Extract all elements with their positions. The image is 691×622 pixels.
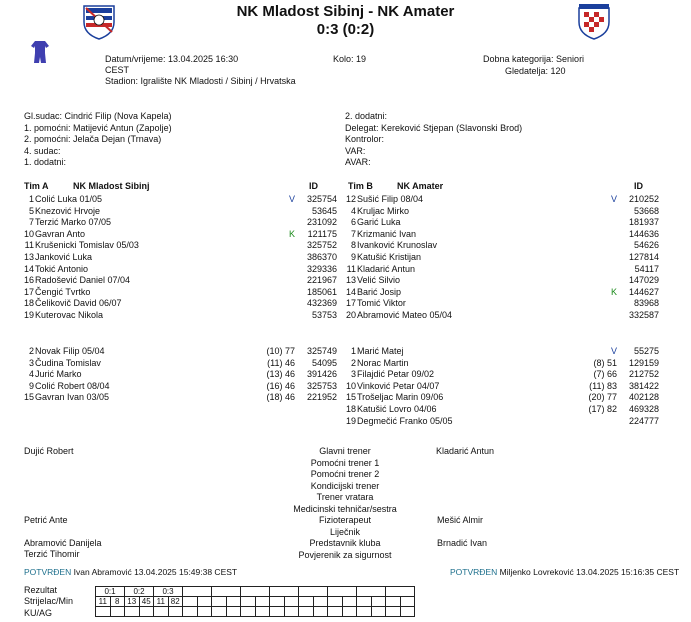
player-id: 127814	[628, 252, 659, 262]
player-sub-info: (16) 46	[266, 380, 295, 391]
player-id: 53753	[311, 310, 337, 320]
empty-cell	[342, 607, 357, 617]
empty-cell	[197, 607, 212, 617]
team-b-name: NK Amater	[397, 181, 444, 191]
empty-cell	[386, 597, 401, 607]
staff-role: Kondicijski trener	[310, 480, 380, 491]
player-id: 54626	[633, 240, 659, 251]
player-id: 329336	[306, 263, 337, 274]
player-sub-info: (20) 77	[588, 392, 617, 403]
empty-cell	[125, 607, 140, 617]
player-id: 325753	[306, 380, 337, 391]
player-sub-info: V	[610, 346, 617, 356]
player-name: Katušić Kristijan	[357, 252, 422, 262]
player-number: 13	[23, 252, 34, 262]
scorer-cell: 82	[168, 597, 183, 607]
player-name: Abramović Mateo 05/04	[357, 310, 453, 320]
grid-label-scorer: Strijelac/Min	[24, 596, 74, 606]
player-name: Janković Luka	[35, 252, 93, 262]
player-number: 17	[345, 298, 356, 309]
player-sub-info: (8) 51	[593, 357, 617, 368]
confirm-right-text: Miljenko Lovreković 13.04.2025 15:16:35 CEST	[499, 567, 680, 577]
staff-role: Pomoćni trener 2	[310, 469, 380, 479]
player-name: Novak Filip 05/04	[35, 346, 105, 356]
player-number: 2	[350, 357, 356, 368]
player-sub-info: (11) 83	[589, 380, 617, 391]
staff-role: Povjerenik za sigurnost	[298, 549, 392, 560]
team-b-label: Tim B	[348, 181, 373, 191]
staff-role: Predstavnik kluba	[309, 538, 381, 548]
player-name: Radošević Daniel 07/04	[35, 275, 131, 286]
match-score: 0:3 (0:2)	[316, 21, 375, 38]
empty-cell	[241, 607, 256, 617]
empty-cell	[284, 597, 299, 607]
player-name: Tokić Antonio	[35, 263, 89, 274]
player-name: Krušenicki Tomislav 05/03	[35, 240, 139, 251]
team-kit-icon	[30, 40, 50, 64]
empty-cell	[357, 597, 372, 607]
player-number: 1	[350, 346, 356, 356]
player-id: 231092	[306, 217, 337, 228]
player-number: 11	[346, 263, 356, 274]
team-a-physio: Petrić Ante	[24, 515, 68, 525]
player-number: 9	[28, 380, 34, 391]
team-a-id-header: ID	[309, 181, 318, 191]
empty-cell	[357, 587, 386, 597]
player-id: 147029	[628, 275, 659, 286]
empty-cell	[371, 607, 386, 617]
player-name: Kruljac Mirko	[357, 205, 410, 216]
official-line: Kontrolor:	[345, 134, 385, 144]
player-name: Terzić Marko 07/05	[35, 217, 112, 228]
player-id: 325752	[306, 240, 337, 251]
team-a-name: NK Mladost Sibinj	[73, 181, 150, 191]
player-name: Norac Martin	[357, 357, 409, 368]
result-cell: 0:1	[96, 587, 125, 597]
player-number: 4	[350, 205, 356, 216]
player-id: 181937	[628, 217, 659, 228]
team-b-id-header: ID	[634, 181, 643, 191]
empty-cell	[299, 587, 328, 597]
player-id: 144636	[628, 228, 659, 239]
staff-role: Fizioterapeut	[318, 515, 372, 525]
player-number: 14	[23, 263, 34, 274]
match-timezone: CEST	[105, 65, 130, 75]
player-number: 7	[28, 217, 34, 228]
grid-row	[96, 607, 415, 617]
player-number: 13	[345, 275, 356, 286]
official-line: 1. pomoćni: Matijević Antun (Zapolje)	[24, 122, 172, 133]
player-number: 19	[345, 415, 356, 426]
player-id: 185061	[306, 286, 337, 297]
player-number: 6	[350, 217, 356, 228]
match-title: NK Mladost Sibinj - NK Amater	[236, 3, 455, 20]
official-line: Gl.sudac: Cindrić Filip (Nova Kapela)	[24, 111, 172, 121]
player-number: 4	[28, 369, 34, 380]
empty-cell	[328, 597, 343, 607]
player-id: 391426	[306, 369, 337, 380]
player-id: 212752	[628, 369, 659, 380]
empty-cell	[255, 607, 270, 617]
player-id: 325754	[306, 194, 337, 204]
player-number: 15	[345, 392, 356, 403]
empty-cell	[386, 587, 415, 597]
player-number: 14	[345, 286, 356, 297]
player-name: Kuterovac Nikola	[35, 310, 104, 320]
player-id: 53645	[311, 205, 337, 216]
official-line: VAR:	[345, 145, 366, 156]
player-name: Velić Silvio	[357, 275, 401, 286]
empty-cell	[226, 597, 241, 607]
empty-cell	[270, 597, 285, 607]
player-number: 1	[28, 194, 34, 204]
player-sub-info: (18) 46	[266, 392, 295, 403]
empty-cell	[270, 607, 285, 617]
empty-cell	[226, 607, 241, 617]
empty-cell	[241, 587, 270, 597]
player-number: 11	[24, 240, 34, 251]
player-name: Knezović Hrvoje	[35, 205, 101, 216]
empty-cell	[400, 597, 415, 607]
player-number: 5	[28, 205, 34, 216]
player-name: Gavran Anto	[35, 228, 86, 239]
player-name: Trošeljac Marin 09/06	[357, 392, 444, 403]
grid-label-cards: KU/AG	[24, 608, 53, 618]
empty-cell	[183, 587, 212, 597]
captain-mark: K	[611, 286, 618, 297]
player-name: Sušić Filip 08/04	[357, 194, 424, 204]
empty-cell	[110, 607, 125, 617]
player-sub-info: (11) 46	[267, 357, 295, 368]
staff-role: Liječnik	[329, 526, 360, 537]
player-sub-info: (10) 77	[266, 346, 295, 356]
player-id: 144627	[628, 286, 659, 297]
team-a-security-officer: Terzić Tihomir	[24, 549, 80, 559]
empty-cell	[212, 597, 227, 607]
player-sub-info: (13) 46	[266, 369, 295, 380]
player-number: 10	[23, 228, 34, 239]
player-id: 121175	[307, 228, 337, 239]
grid-label-result: Rezultat	[24, 585, 58, 595]
empty-cell	[357, 607, 372, 617]
player-number: 18	[345, 404, 356, 414]
empty-cell	[96, 607, 111, 617]
player-name: Barić Josip	[357, 286, 402, 297]
player-id: 469328	[628, 404, 659, 414]
player-name: Katušić Lovro 04/06	[357, 404, 437, 414]
empty-cell	[255, 597, 270, 607]
player-name: Vinković Petar 04/07	[357, 380, 440, 391]
player-name: Krizmanić Ivan	[357, 228, 417, 239]
scorer-cell: 11	[154, 597, 169, 607]
player-id: 432369	[306, 298, 337, 309]
official-line: AVAR:	[345, 157, 371, 167]
player-name: Colić Robert 08/04	[35, 380, 110, 391]
player-number: 10	[345, 380, 356, 391]
grid-row	[96, 587, 415, 597]
empty-cell	[241, 597, 256, 607]
scorer-cell: 11	[96, 597, 111, 607]
goalkeeper-mark: V	[289, 194, 296, 204]
match-round: Kolo: 19	[333, 54, 367, 64]
empty-cell	[342, 597, 357, 607]
player-number: 8	[350, 240, 356, 251]
empty-cell	[313, 597, 328, 607]
empty-cell	[400, 607, 415, 617]
player-id: 386370	[306, 252, 337, 262]
player-name: Jurić Marko	[35, 369, 82, 380]
player-number: 15	[23, 392, 34, 403]
scorer-cell: 13	[125, 597, 140, 607]
player-name: Degmečić Franko 05/05	[357, 415, 453, 426]
empty-cell	[183, 607, 198, 617]
player-id: 221952	[306, 392, 337, 403]
result-cell: 0:3	[154, 587, 183, 597]
team-a-club-rep: Abramović Danijela	[24, 538, 102, 548]
player-id: 129159	[628, 357, 659, 368]
staff-role: Medicinski tehničar/sestra	[293, 503, 397, 514]
player-name: Colić Luka 01/05	[35, 194, 103, 204]
player-sub-info: (7) 66	[593, 369, 617, 380]
confirm-left	[24, 567, 237, 577]
team-a-head-coach: Dujić Robert	[24, 446, 74, 456]
player-id: 210252	[628, 194, 659, 204]
team-b-club-rep: Brnadić Ivan	[437, 538, 488, 548]
official-line: 1. dodatni:	[24, 157, 67, 167]
player-number: 9	[350, 252, 356, 262]
player-name: Čelikovič David 06/07	[35, 298, 122, 309]
player-id: 54117	[634, 263, 659, 274]
player-number: 2	[28, 346, 34, 356]
player-name: Marić Matej	[357, 346, 404, 356]
match-stadium: Stadion: Igralište NK Mladosti / Sibinj / Hrvatska	[105, 76, 296, 86]
team-b-head-coach: Kladarić Antun	[436, 446, 495, 456]
empty-cell	[139, 607, 154, 617]
player-name: Gavran Ivan 03/05	[35, 392, 110, 403]
scorer-cell: 8	[110, 597, 125, 607]
empty-cell	[386, 607, 401, 617]
player-name: Čengić Tvrtko	[35, 286, 91, 297]
player-id: 381422	[628, 380, 659, 391]
player-name: Kladarić Antun	[357, 263, 416, 274]
goalkeeper-mark: V	[611, 194, 618, 204]
staff-role: Trener vratara	[316, 492, 374, 502]
official-line: 2. dodatni:	[345, 111, 388, 121]
player-id: 55275	[633, 346, 659, 356]
player-number: 20	[345, 310, 356, 320]
empty-cell	[168, 607, 183, 617]
empty-cell	[328, 587, 357, 597]
player-number: 18	[23, 298, 34, 309]
player-number: 16	[23, 275, 34, 286]
staff-role: Pomoćni trener 1	[310, 457, 380, 468]
player-number: 3	[28, 357, 34, 368]
empty-cell	[212, 607, 227, 617]
empty-cell	[154, 607, 169, 617]
team-a-label: Tim A	[24, 181, 49, 191]
player-id: 221967	[306, 275, 337, 286]
player-number: 19	[23, 310, 34, 320]
confirm-left-text: Ivan Abramović 13.04.2025 15:49:38 CEST	[73, 567, 238, 577]
empty-cell	[270, 587, 299, 597]
player-id: 224777	[628, 415, 659, 426]
empty-cell	[212, 587, 241, 597]
player-number: 12	[345, 194, 356, 204]
player-id: 332587	[628, 310, 659, 320]
empty-cell	[299, 607, 314, 617]
empty-cell	[197, 597, 212, 607]
player-id: 54095	[311, 357, 337, 368]
player-name: Filajdić Petar 09/02	[357, 369, 435, 380]
team-b-physio: Mešić Almir	[437, 515, 484, 525]
empty-cell	[328, 607, 343, 617]
player-id: 83968	[633, 298, 659, 309]
captain-mark: K	[289, 228, 296, 239]
player-number: 17	[23, 286, 34, 297]
player-name: Tomić Viktor	[357, 298, 406, 309]
player-name: Čudina Tomislav	[35, 357, 101, 368]
player-id: 53668	[633, 205, 659, 216]
scorer-cell: 45	[139, 597, 154, 607]
player-name: Garić Luka	[357, 217, 401, 228]
empty-cell	[183, 597, 198, 607]
official-line: 4. sudac:	[24, 145, 61, 156]
official-line: Delegat: Kereković Stjepan (Slavonski Brod)	[345, 122, 523, 133]
grid-row	[96, 597, 415, 607]
player-id: 402128	[628, 392, 659, 403]
confirm-right-badge: POTVRĐEN	[450, 567, 498, 577]
age-category: Dobna kategorija: Seniori	[483, 54, 585, 64]
player-sub-info	[537, 415, 617, 427]
spectators: Gledatelja: 120	[505, 66, 566, 76]
empty-cell	[284, 607, 299, 617]
player-sub-info: (17) 82	[588, 404, 617, 414]
confirm-right	[450, 567, 679, 577]
player-name: Ivanković Krunoslav	[357, 240, 438, 251]
official-line: 2. pomoćni: Jelača Dejan (Trnava)	[24, 134, 162, 144]
empty-cell	[371, 597, 386, 607]
player-id: 325749	[306, 346, 337, 356]
empty-cell	[299, 597, 314, 607]
result-cell: 0:2	[125, 587, 154, 597]
empty-cell	[313, 607, 328, 617]
result-grid	[95, 586, 415, 617]
confirm-left-badge: POTVRĐEN	[24, 567, 72, 577]
player-number: 7	[350, 228, 356, 239]
staff-role: Glavni trener	[319, 446, 371, 456]
match-datetime: Datum/vrijeme: 13.04.2025 16:30	[105, 54, 239, 64]
player-number: 3	[350, 369, 356, 380]
